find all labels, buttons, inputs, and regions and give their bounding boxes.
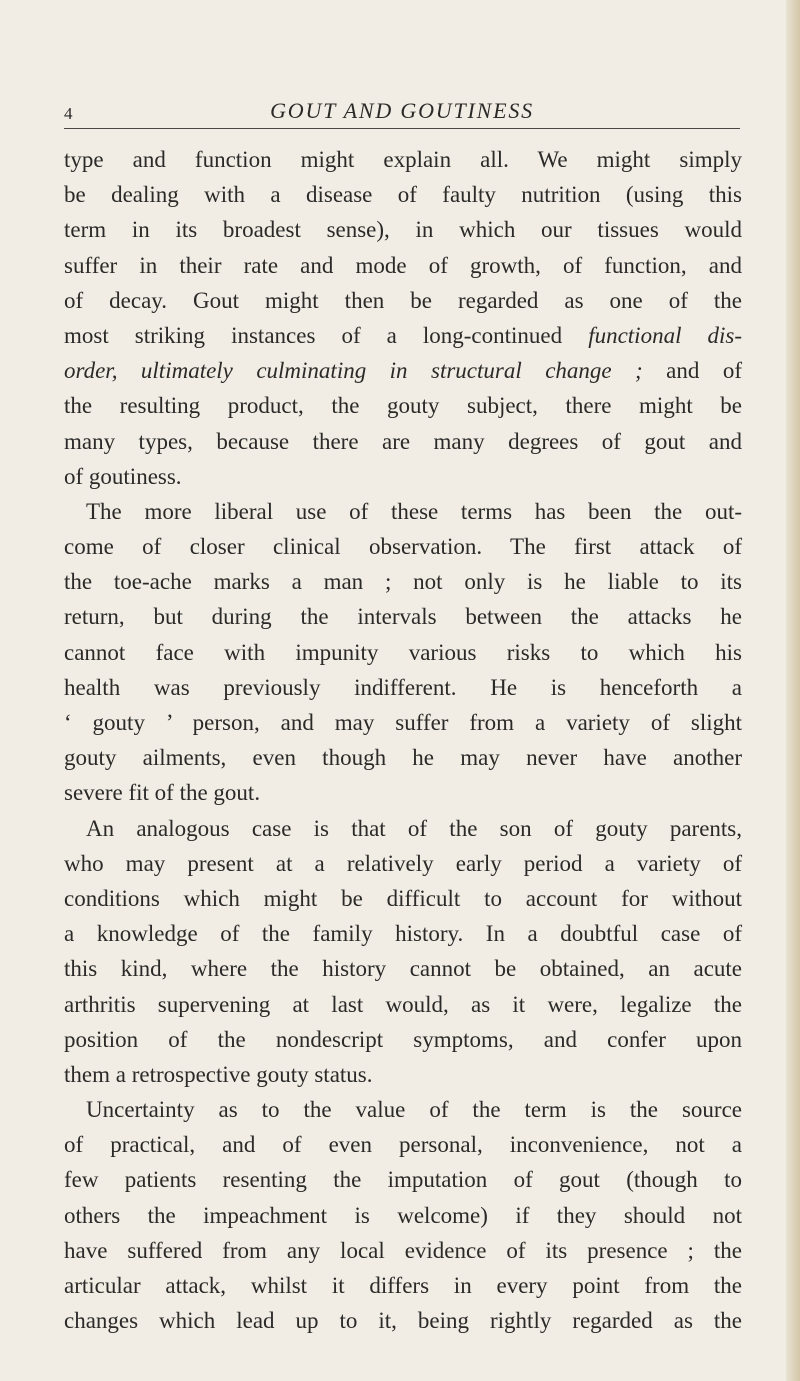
- text-line: come of closer clinical observation. The first attack of: [64, 534, 742, 560]
- text-line: arthritis supervening at last would, as it were, legalize the: [64, 991, 742, 1017]
- paragraph-start: Uncertainty as to the value of the term is the source: [86, 1097, 742, 1123]
- italic-segment: functional dis-: [588, 322, 742, 348]
- text-line: this kind, where the history cannot be obtained, an acute: [64, 956, 742, 982]
- text-line: term in its broadest sense), in which our tissues would: [64, 217, 742, 243]
- text-line: have suffered from any local evidence of its presence ; the: [64, 1237, 742, 1263]
- text-segment: most striking instances of a long-continued: [64, 322, 589, 348]
- text-line: the resulting product, the gouty subject, there might be: [64, 393, 742, 419]
- page-edge: [786, 0, 800, 1381]
- running-header: [64, 92, 740, 132]
- text-line: [64, 318, 742, 353]
- text-line: few patients resenting the imputation of gout (though to: [64, 1167, 742, 1193]
- text-line: of practical, and of even personal, inconvenience, not a: [64, 1132, 742, 1158]
- text-line: position of the nondescript symptoms, and confer upon: [64, 1026, 742, 1052]
- text-line: many types, because there are many degrees of gout and: [64, 428, 742, 454]
- text-line: suffer in their rate and mode of growth, of function, and: [64, 252, 742, 278]
- text-line: conditions which might be difficult to account for without: [64, 885, 742, 911]
- text-line: health was previously indifferent. He is henceforth a: [64, 674, 742, 700]
- text-line: [64, 353, 742, 388]
- text-line: severe fit of the gout.: [64, 780, 261, 806]
- header-rule: [64, 128, 740, 129]
- text-line: be dealing with a disease of faulty nutrition (using this: [64, 182, 742, 208]
- italic-segment: order, ultimately culminating in structural change ;: [64, 358, 643, 384]
- text-line: of decay. Gout might then be regarded as one of the: [64, 287, 742, 313]
- page-number: 4: [64, 104, 73, 123]
- text-line: a knowledge of the family history. In a doubtful case of: [64, 921, 742, 947]
- text-line: articular attack, whilst it differs in every point from the: [64, 1273, 742, 1298]
- text-line: return, but during the intervals between the attacks he: [64, 604, 742, 630]
- text-line: them a retrospective gouty status.: [64, 1061, 373, 1087]
- text-line: cannot face with impunity various risks to which his: [64, 639, 742, 665]
- text-segment: and of: [642, 358, 742, 384]
- text-line: ‘ gouty ’ person, and may suffer from a variety of slight: [64, 710, 742, 735]
- running-title: GOUT AND GOUTINESS: [270, 98, 534, 123]
- body-text: [64, 142, 742, 1338]
- paragraph-start: The more liberal use of these terms has been the out-: [86, 498, 742, 524]
- paragraph-start: An analogous case is that of the son of gouty parents,: [86, 815, 742, 841]
- text-line: who may present at a relatively early period a variety of: [64, 850, 742, 876]
- text-line: changes which lead up to it, being rightly regarded as the: [64, 1308, 742, 1334]
- text-line: type and function might explain all. We might simply: [64, 147, 742, 172]
- text-line: others the impeachment is welcome) if they should not: [64, 1202, 742, 1228]
- text-line: of goutiness.: [64, 463, 182, 489]
- text-line: the toe-ache marks a man ; not only is he liable to its: [64, 569, 742, 595]
- text-line: gouty ailments, even though he may never have another: [64, 745, 742, 771]
